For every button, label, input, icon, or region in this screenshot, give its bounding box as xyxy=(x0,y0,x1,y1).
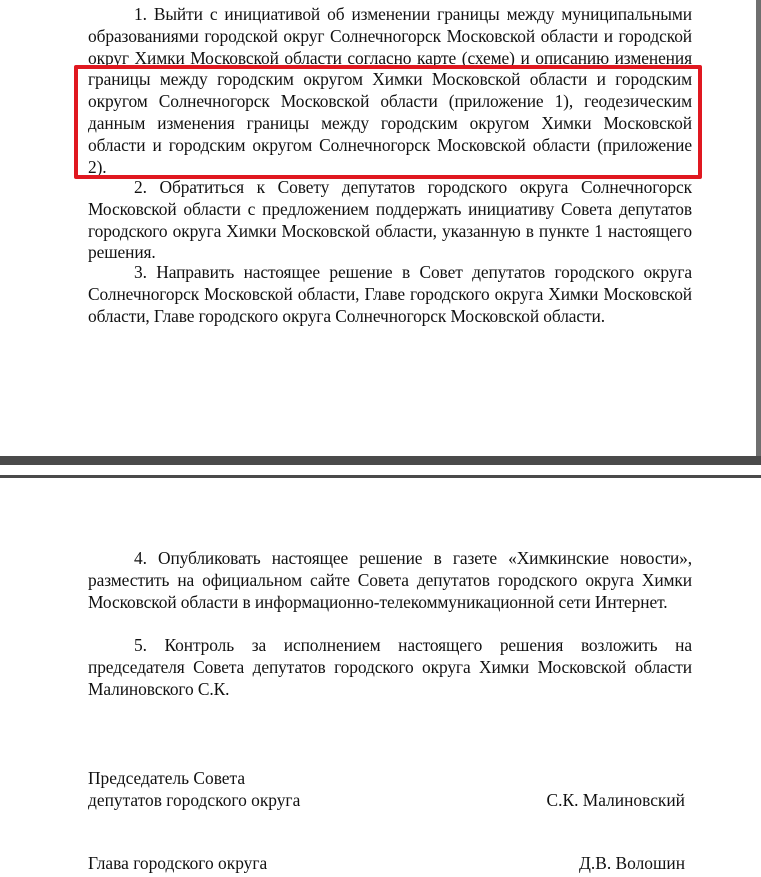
chair-title-line-2: депутатов городского округа xyxy=(88,790,301,810)
decision-item-4: 4. Опубликовать настоящее решение в газете «Химкинские новости», разместить на официальном сайте Совета депутатов городского округа Химки Московской области в информационно-телекоммуникационной сети Интернет. xyxy=(88,548,692,612)
page-separator xyxy=(0,456,761,478)
decision-item-1: 1. Выйти с инициативой об изменении границы между муниципальными образованиями городской округ Солнечногорск Московской области и городской округ Химки Московской области согласно карте (схеме) и описанию изменения границы между городским округом Химки Московской области и городским округом Солнечногорск Московской области (приложение 1), геодезическим данным изменения границы между городским округом Химки Московской области и городским округом Солнечногорск Московской области (приложение 2). xyxy=(88,4,692,177)
document-page-bottom xyxy=(0,478,761,877)
decision-item-3: 3. Направить настоящее решение в Совет депутатов городского округа Солнечногорск Московской области, Главе городского округа Химки Московской области, Главе городского округа Солнечногорск Московской области. xyxy=(88,262,692,326)
head-title: Глава городского округа xyxy=(88,853,268,873)
decision-item-5: 5. Контроль за исполнением настоящего решения возложить на председателя Совета депутатов городского округа Химки Московской области Малиновского С.К. xyxy=(88,635,692,699)
decision-item-2: 2. Обратиться к Совету депутатов городского округа Солнечногорск Московской области с предложением поддержать инициативу Совета депутатов городского округа Химки Московской области, указанную в пункте 1 настоящего решения. xyxy=(88,177,692,263)
page-edge-shadow xyxy=(756,0,761,456)
head-name: Д.В. Волошин xyxy=(579,853,685,873)
highlight-annotation-box xyxy=(74,65,702,179)
chair-name: С.К. Малиновский xyxy=(546,790,685,810)
chair-title-line-1: Председатель Совета xyxy=(88,768,246,788)
